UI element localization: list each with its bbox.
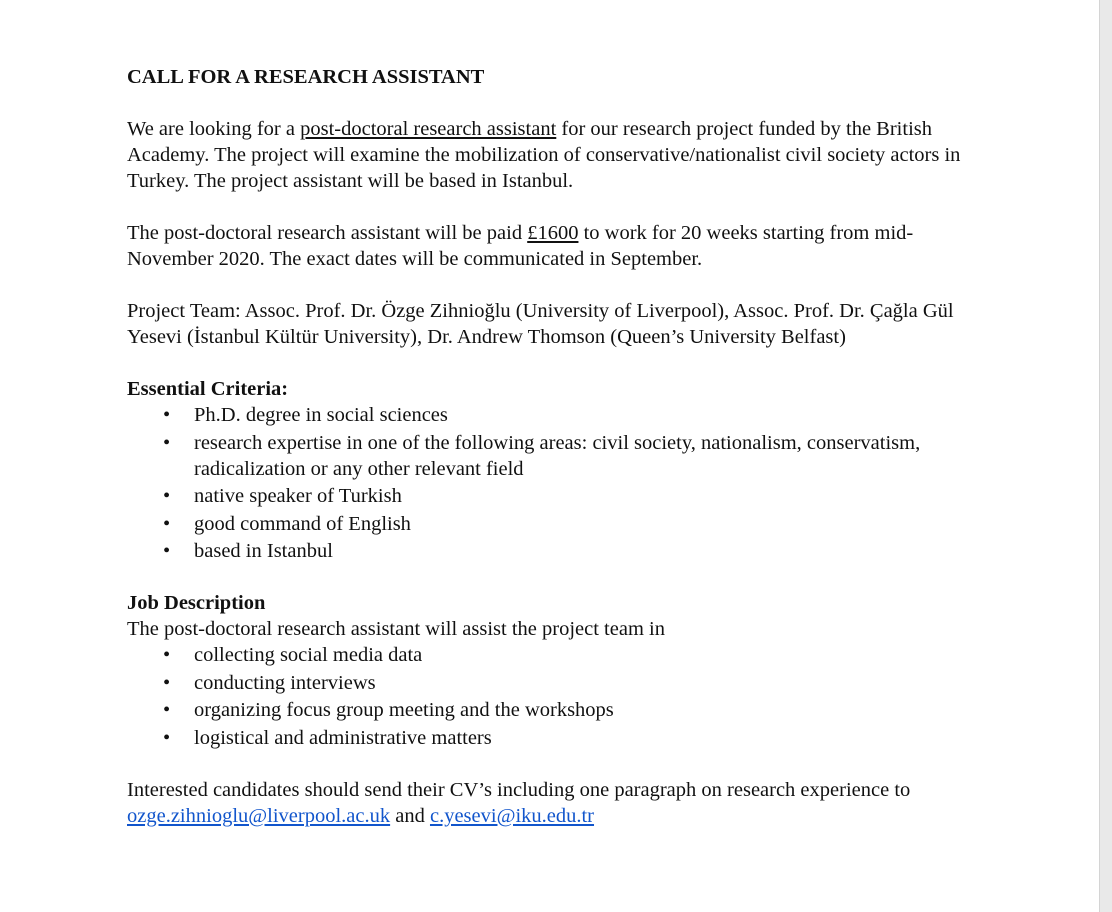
intro-text-2: for our research project funded by the British Academy. The project will examine the mobilization of conservative/nationalist civil society actors in Turkey. The project assistant will be based in Istanbul.	[127, 118, 961, 192]
list-item: • native speaker of Turkish	[127, 483, 987, 509]
email-link-yesevi[interactable]: c.yesevi@iku.edu.tr	[429, 804, 595, 827]
pay-text-2: to work for 20 weeks starting from mid-November 2020. The exact dates will be communicated in September.	[127, 222, 914, 270]
position-underlined: post-doctoral research assistant	[300, 118, 557, 140]
essential-criteria-title: Essential Criteria:	[127, 378, 289, 400]
contact-and: and	[390, 804, 430, 827]
essential-criteria-list	[127, 402, 987, 564]
team-paragraph: Project Team: Assoc. Prof. Dr. Özge Zihnioğlu (University of Liverpool), Assoc. Prof. Dr. Çağla Gül Yesevi (İstanbul Kültür University), Dr. Andrew Thomson (Queen’s University Belfast)	[127, 300, 954, 348]
email-link-ozge[interactable]: ozge.zihnioglu@liverpool.ac.uk	[127, 804, 391, 827]
list-item: • conducting interviews	[127, 670, 987, 696]
pay-text-1: The post-doctoral research assistant will be paid	[127, 222, 528, 244]
document-title: CALL FOR A RESEARCH ASSISTANT	[127, 66, 485, 88]
document-content	[127, 64, 987, 829]
intro-paragraph	[127, 116, 987, 194]
list-item: • logistical and administrative matters	[127, 725, 987, 751]
list-item: • good command of English	[127, 511, 987, 537]
list-item: • Ph.D. degree in social sciences	[127, 402, 987, 428]
job-description-title: Job Description	[127, 592, 266, 614]
job-description-list	[127, 642, 987, 751]
contact-paragraph	[127, 777, 987, 829]
pay-paragraph	[127, 220, 987, 272]
list-item: • organizing focus group meeting and the workshops	[127, 697, 987, 723]
pay-amount: £1600	[527, 222, 579, 244]
contact-text: Interested candidates should send their CV’s including one paragraph on research experience to	[127, 778, 911, 801]
job-description-intro: The post-doctoral research assistant will assist the project team in	[127, 618, 665, 640]
list-item: • research expertise in one of the following areas: civil society, nationalism, conservatism, radicalization or any other relevant field	[127, 430, 987, 482]
list-item: • based in Istanbul	[127, 538, 987, 564]
intro-text-1: We are looking for a	[127, 118, 301, 140]
list-item: • collecting social media data	[127, 642, 987, 668]
